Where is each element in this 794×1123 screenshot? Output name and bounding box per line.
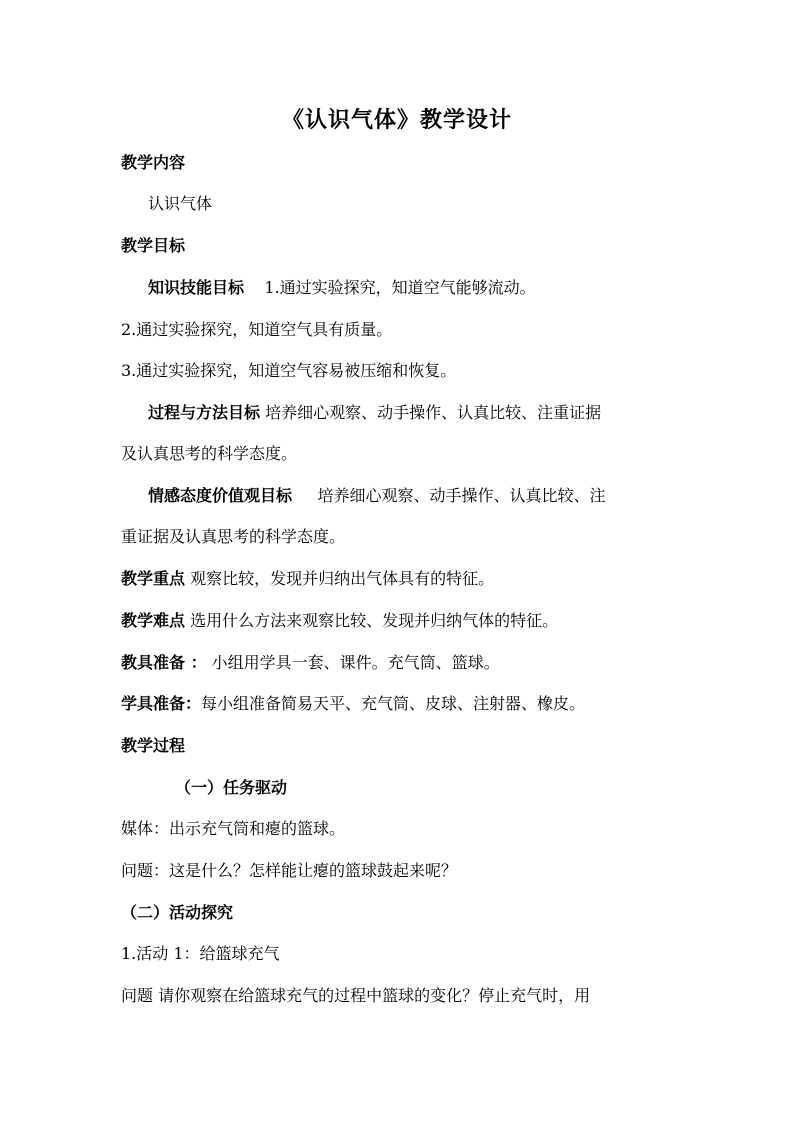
- goal-process-label: 过程与方法目标: [148, 403, 261, 422]
- activity-1-line: 1.活动 1：给篮球充气: [121, 944, 280, 963]
- goal-attitude-text-b: 重证据及认真思考的科学态度。: [121, 527, 346, 546]
- key-point-text: 观察比较，发现并归纳出气体具有的特征。: [190, 569, 495, 588]
- teacher-tools-label: 教具准备 ：: [121, 653, 207, 672]
- media-line: 媒体：出示充气筒和瘪的篮球。: [121, 819, 346, 838]
- difficulty-text: 选用什么方法来观察比较、发现并归纳气体的特征。: [190, 611, 559, 630]
- teacher-tools-line: [121, 650, 681, 673]
- section-task-driven-heading: （一）任务驱动: [175, 778, 288, 797]
- goal-process-text-a: 培养细心观察、动手操作、认真比较、注重证据: [265, 403, 602, 422]
- goal-attitude-label: 情感态度价值观目标: [148, 486, 293, 505]
- goal-attitude-line: [148, 483, 708, 506]
- teaching-content-text: 认识气体: [148, 194, 213, 213]
- heading-teaching-goals: 教学目标: [121, 236, 186, 255]
- heading-teaching-process: 教学过程: [121, 736, 186, 755]
- heading-teaching-content: 教学内容: [121, 153, 186, 172]
- difficulty-label: 教学难点: [121, 611, 186, 630]
- student-tools-label: 学具准备：: [121, 694, 202, 713]
- goal-knowledge-line: [148, 275, 708, 298]
- goal-process-line: [148, 400, 708, 423]
- goal-knowledge-text: 1.通过实验探究，知道空气能够流动。: [264, 278, 536, 297]
- student-tools-line: [121, 691, 681, 714]
- document-title: 《认识气体》教学设计: [281, 107, 512, 133]
- difficulty-line: [121, 608, 681, 631]
- question-2-line: 问题 请你观察在给篮球充气的过程中篮球的变化？停止充气时，用: [121, 986, 591, 1005]
- teacher-tools-text: 小组用学具一套、课件。充气筒、篮球。: [211, 653, 500, 672]
- goal-knowledge-item-2: 2.通过实验探究，知道空气具有质量。: [121, 320, 393, 339]
- goal-knowledge-item-3: 3.通过实验探究，知道空气容易被压缩和恢复。: [121, 361, 457, 380]
- goal-knowledge-label: 知识技能目标: [148, 278, 245, 297]
- question-line: 问题：这是什么？怎样能让瘪的篮球鼓起来呢？: [121, 861, 458, 880]
- student-tools-text: 每小组准备简易天平、充气筒、皮球、注射器、橡皮。: [201, 694, 586, 713]
- goal-process-text-b: 及认真思考的科学态度。: [121, 444, 298, 463]
- section-activity-heading: （二）活动探究: [121, 903, 234, 922]
- goal-attitude-text-a: 培养细心观察、动手操作、认真比较、注: [317, 486, 606, 505]
- key-point-label: 教学重点: [121, 569, 186, 588]
- key-point-line: [121, 566, 681, 589]
